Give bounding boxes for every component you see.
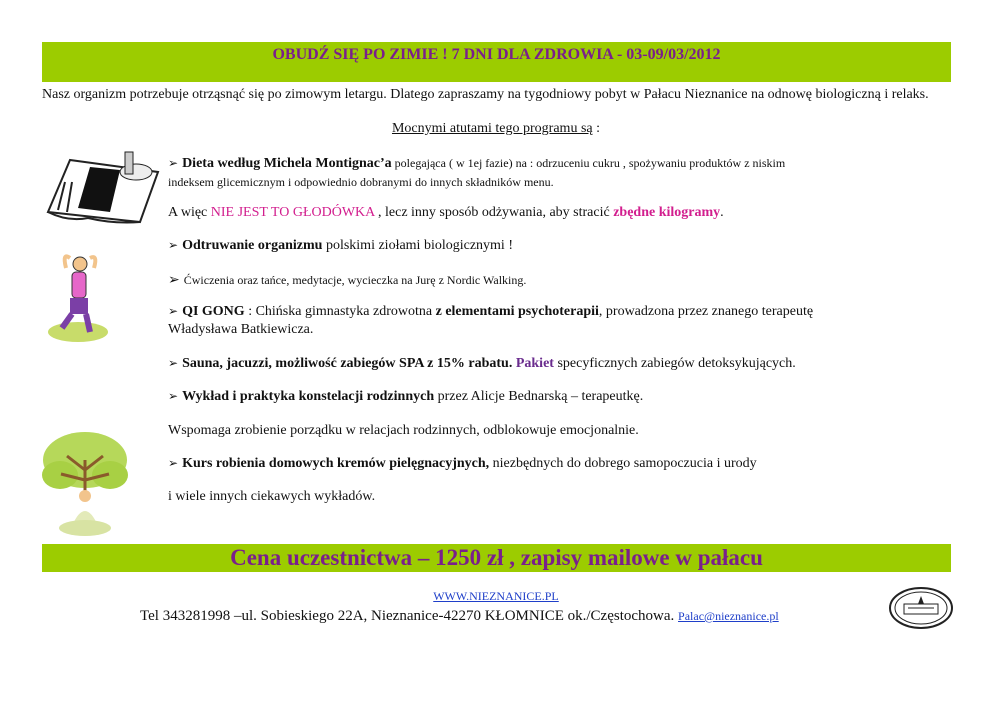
bullet-arrow: ➢ (168, 304, 179, 318)
diet-desc-line2: indeksem glicemicznym i odpowiednio dobranymi do innych składników menu. (168, 175, 554, 189)
exercising-woman-icon (40, 250, 115, 345)
not-fasting-highlight: NIE JEST TO GŁODÓWKA (210, 205, 375, 220)
sauna-item (168, 356, 796, 372)
not-fasting-e: . (720, 205, 724, 220)
bullet-arrow: ➢ (168, 389, 179, 403)
creams-item (168, 456, 757, 472)
diet-title: Dieta według Michela Montignac’a (182, 156, 392, 171)
subheading-suffix: : (592, 121, 600, 136)
not-fasting-a: A więc (168, 205, 211, 220)
not-fasting-line (168, 205, 724, 221)
price-bar (42, 544, 951, 572)
not-fasting-c: , lecz inny sposób odżywania, aby stracić (374, 205, 614, 220)
detox-item (168, 238, 513, 254)
support-text: Wspomaga zrobienie porządku w relacjach rodzinnych, odblokowuje emocjonalnie. (168, 423, 639, 438)
diet-item (168, 156, 785, 172)
exercise-text: Ćwiczenia oraz tańce, medytacje, wycieczka na Jurę z Nordic Walking. (183, 273, 527, 287)
detox-title: Odtruwanie organizmu (182, 238, 323, 253)
bullet-arrow: ➢ (168, 273, 180, 288)
price-text: Cena uczestnictwa – 1250 zł , zapisy mailowe w pałacu (230, 545, 763, 570)
qigong-item (168, 304, 813, 320)
sauna-title: Sauna, jacuzzi, możliwość zabiegów SPA z 15% rabatu. (182, 356, 513, 371)
bullet-arrow: ➢ (168, 456, 179, 470)
pakiet-highlight: Pakiet (512, 356, 554, 371)
website-link[interactable]: WWW.NIEZNANICE.PL (433, 589, 559, 603)
bullet-arrow: ➢ (168, 238, 179, 252)
bullet-arrow: ➢ (168, 356, 179, 370)
qigong-rest: , prowadzona przez znanego terapeutę (598, 304, 814, 319)
subheading-text: Mocnymi atutami tego programu są (391, 121, 593, 136)
lecture-item (168, 389, 643, 405)
contact-line (140, 608, 779, 625)
header-bar (42, 42, 951, 82)
dinner-table-icon (40, 142, 165, 224)
qigong-line2: Władysława Batkiewicza. (168, 322, 314, 337)
lecture-title: Wykład i praktyka konstelacji rodzinnych (182, 389, 435, 404)
extra-kilos-highlight: zbędne kilogramy (613, 205, 721, 220)
sauna-desc: specyficznych zabiegów detoksykujących. (553, 356, 796, 371)
qigong-title: QI GONG (182, 304, 245, 319)
creams-desc: niezbędnych do dobrego samopoczucia i urody (489, 456, 757, 471)
qigong-psychotherapy: z elementami psychoterapii (435, 304, 599, 319)
detox-desc: polskimi ziołami biologicznymi ! (322, 238, 513, 253)
lecture-desc: przez Alicje Bednarską – terapeutkę. (434, 389, 644, 404)
program-subheading (0, 121, 992, 137)
page-title: OBUDŹ SIĘ PO ZIMIE ! 7 DNI DLA ZDROWIA - 03-09/03/2012 (272, 46, 721, 63)
website-line (0, 589, 992, 604)
bullet-arrow: ➢ (168, 156, 179, 170)
tree-meditation-icon (40, 430, 130, 540)
diet-desc: polegająca ( w 1ej fazie) na : odrzuceniu cukru , spożywaniu produktów z niskim (391, 156, 786, 170)
email-link[interactable]: Palac@nieznanice.pl (678, 609, 779, 623)
more-lectures: i wiele innych ciekawych wykładów. (168, 489, 376, 504)
qigong-mid: : Chińska gimnastyka zdrowotna (244, 304, 436, 319)
palace-logo-icon (888, 586, 954, 630)
creams-title: Kurs robienia domowych kremów pielęgnacyjnych, (182, 456, 490, 471)
exercise-item (168, 272, 526, 289)
contact-text: Tel 343281998 –ul. Sobieskiego 22A, Nieznanice-42270 KŁOMNICE ok./Częstochowa. (140, 608, 679, 624)
intro-text: Nasz organizm potrzebuje otrząsnąć się po zimowym letargu. Dlatego zapraszamy na tygodniowy pobyt w Pałacu Nieznanice na odnowę biologiczną i relaks. (42, 87, 929, 102)
